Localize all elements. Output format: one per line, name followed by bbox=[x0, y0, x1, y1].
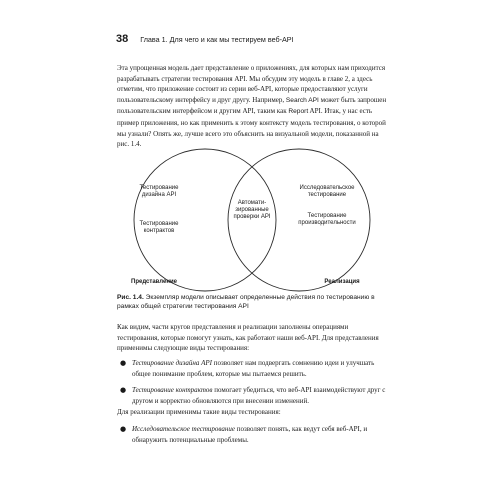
code-search-api: Search API bbox=[285, 96, 319, 104]
figure-caption bbox=[117, 293, 389, 311]
list-item bbox=[117, 385, 387, 406]
paragraph-text: API. Итак, у нас есть пример приложения, но как применить к этому контексту модель тестирования, о которой мы узнали? Опять же, лучше всего это объяснить на визуальной модели, показанной на рис. 1.4. bbox=[117, 107, 386, 149]
bullet-icon: ● bbox=[120, 386, 127, 395]
page-header bbox=[116, 33, 416, 47]
list-term: Исследовательское тестирование bbox=[132, 425, 235, 433]
label-automated-api-checks: Автомати- зированные проверки API bbox=[233, 200, 271, 220]
set-label-implementation: Реализация bbox=[324, 279, 360, 285]
venn-diagram bbox=[117, 136, 387, 296]
label-api-design-testing: Тестирование дизайна API bbox=[139, 185, 179, 198]
label-performance-testing: Тестирование производительности bbox=[298, 213, 356, 226]
code-report: Report bbox=[288, 108, 309, 116]
label-contract-testing: Тестирование контрактов bbox=[139, 221, 179, 234]
paragraph-text: Эта упрощенная модель дает представление о приложениях, для которых нам приходится разрабатывать стратегии тестирования API. Мы обсудим эту модель в главе 2, а здесь отметим, что приложение состоит из серии веб-API, которые предоставляют услуги пользовательскому интерфейсу и друг другу. Например, bbox=[117, 64, 386, 104]
chapter-title: Глава 1. Для чего и как мы тестируем веб-API bbox=[140, 35, 294, 44]
bullet-icon: ● bbox=[120, 425, 127, 433]
paragraph-text: может быть запрошен пользовательским интерфейсом и другим API, таким как bbox=[117, 95, 387, 116]
list-term: Тестирование контрактов bbox=[132, 386, 213, 395]
bullet-icon: ● bbox=[120, 359, 127, 367]
page-number: 38 bbox=[116, 33, 129, 45]
list-text: позволяет понять, как ведут себя веб-API, и обнаружить потенциальные проблемы. bbox=[132, 425, 368, 444]
paragraph-implementation: Для реализации применимы такие виды тестирования: bbox=[117, 408, 281, 416]
implementation-list bbox=[117, 424, 387, 451]
set-label-representation: Представление bbox=[131, 279, 177, 285]
list-term: Тестирование дизайна API bbox=[132, 359, 213, 367]
paragraph-representation: Как видим, части кругов представления и реализации заполнены операциями тестирования, которые помогут узнать, как работают наши веб-API. Для представления применимы следующие виды тестирования: bbox=[117, 323, 379, 353]
list-item bbox=[117, 424, 387, 445]
caption-text: Экземпляр модели описывает определенные действия по тестированию в рамках общей стратегии тестирования API bbox=[117, 294, 375, 310]
list-text: позволяет нам подвергать сомнению идеи и улучшать общее понимание проблем, которые мы пытаемся решить. bbox=[132, 359, 375, 378]
list-text: помогает убедиться, что веб-API взаимодействуют друг с другом и корректно обновляются при внесении изменений. bbox=[132, 386, 386, 405]
label-exploratory-testing: Исследовательское тестирование bbox=[299, 185, 355, 198]
caption-number: Рис. 1.4. bbox=[117, 294, 144, 301]
representation-list bbox=[117, 358, 387, 412]
list-item bbox=[117, 358, 387, 379]
